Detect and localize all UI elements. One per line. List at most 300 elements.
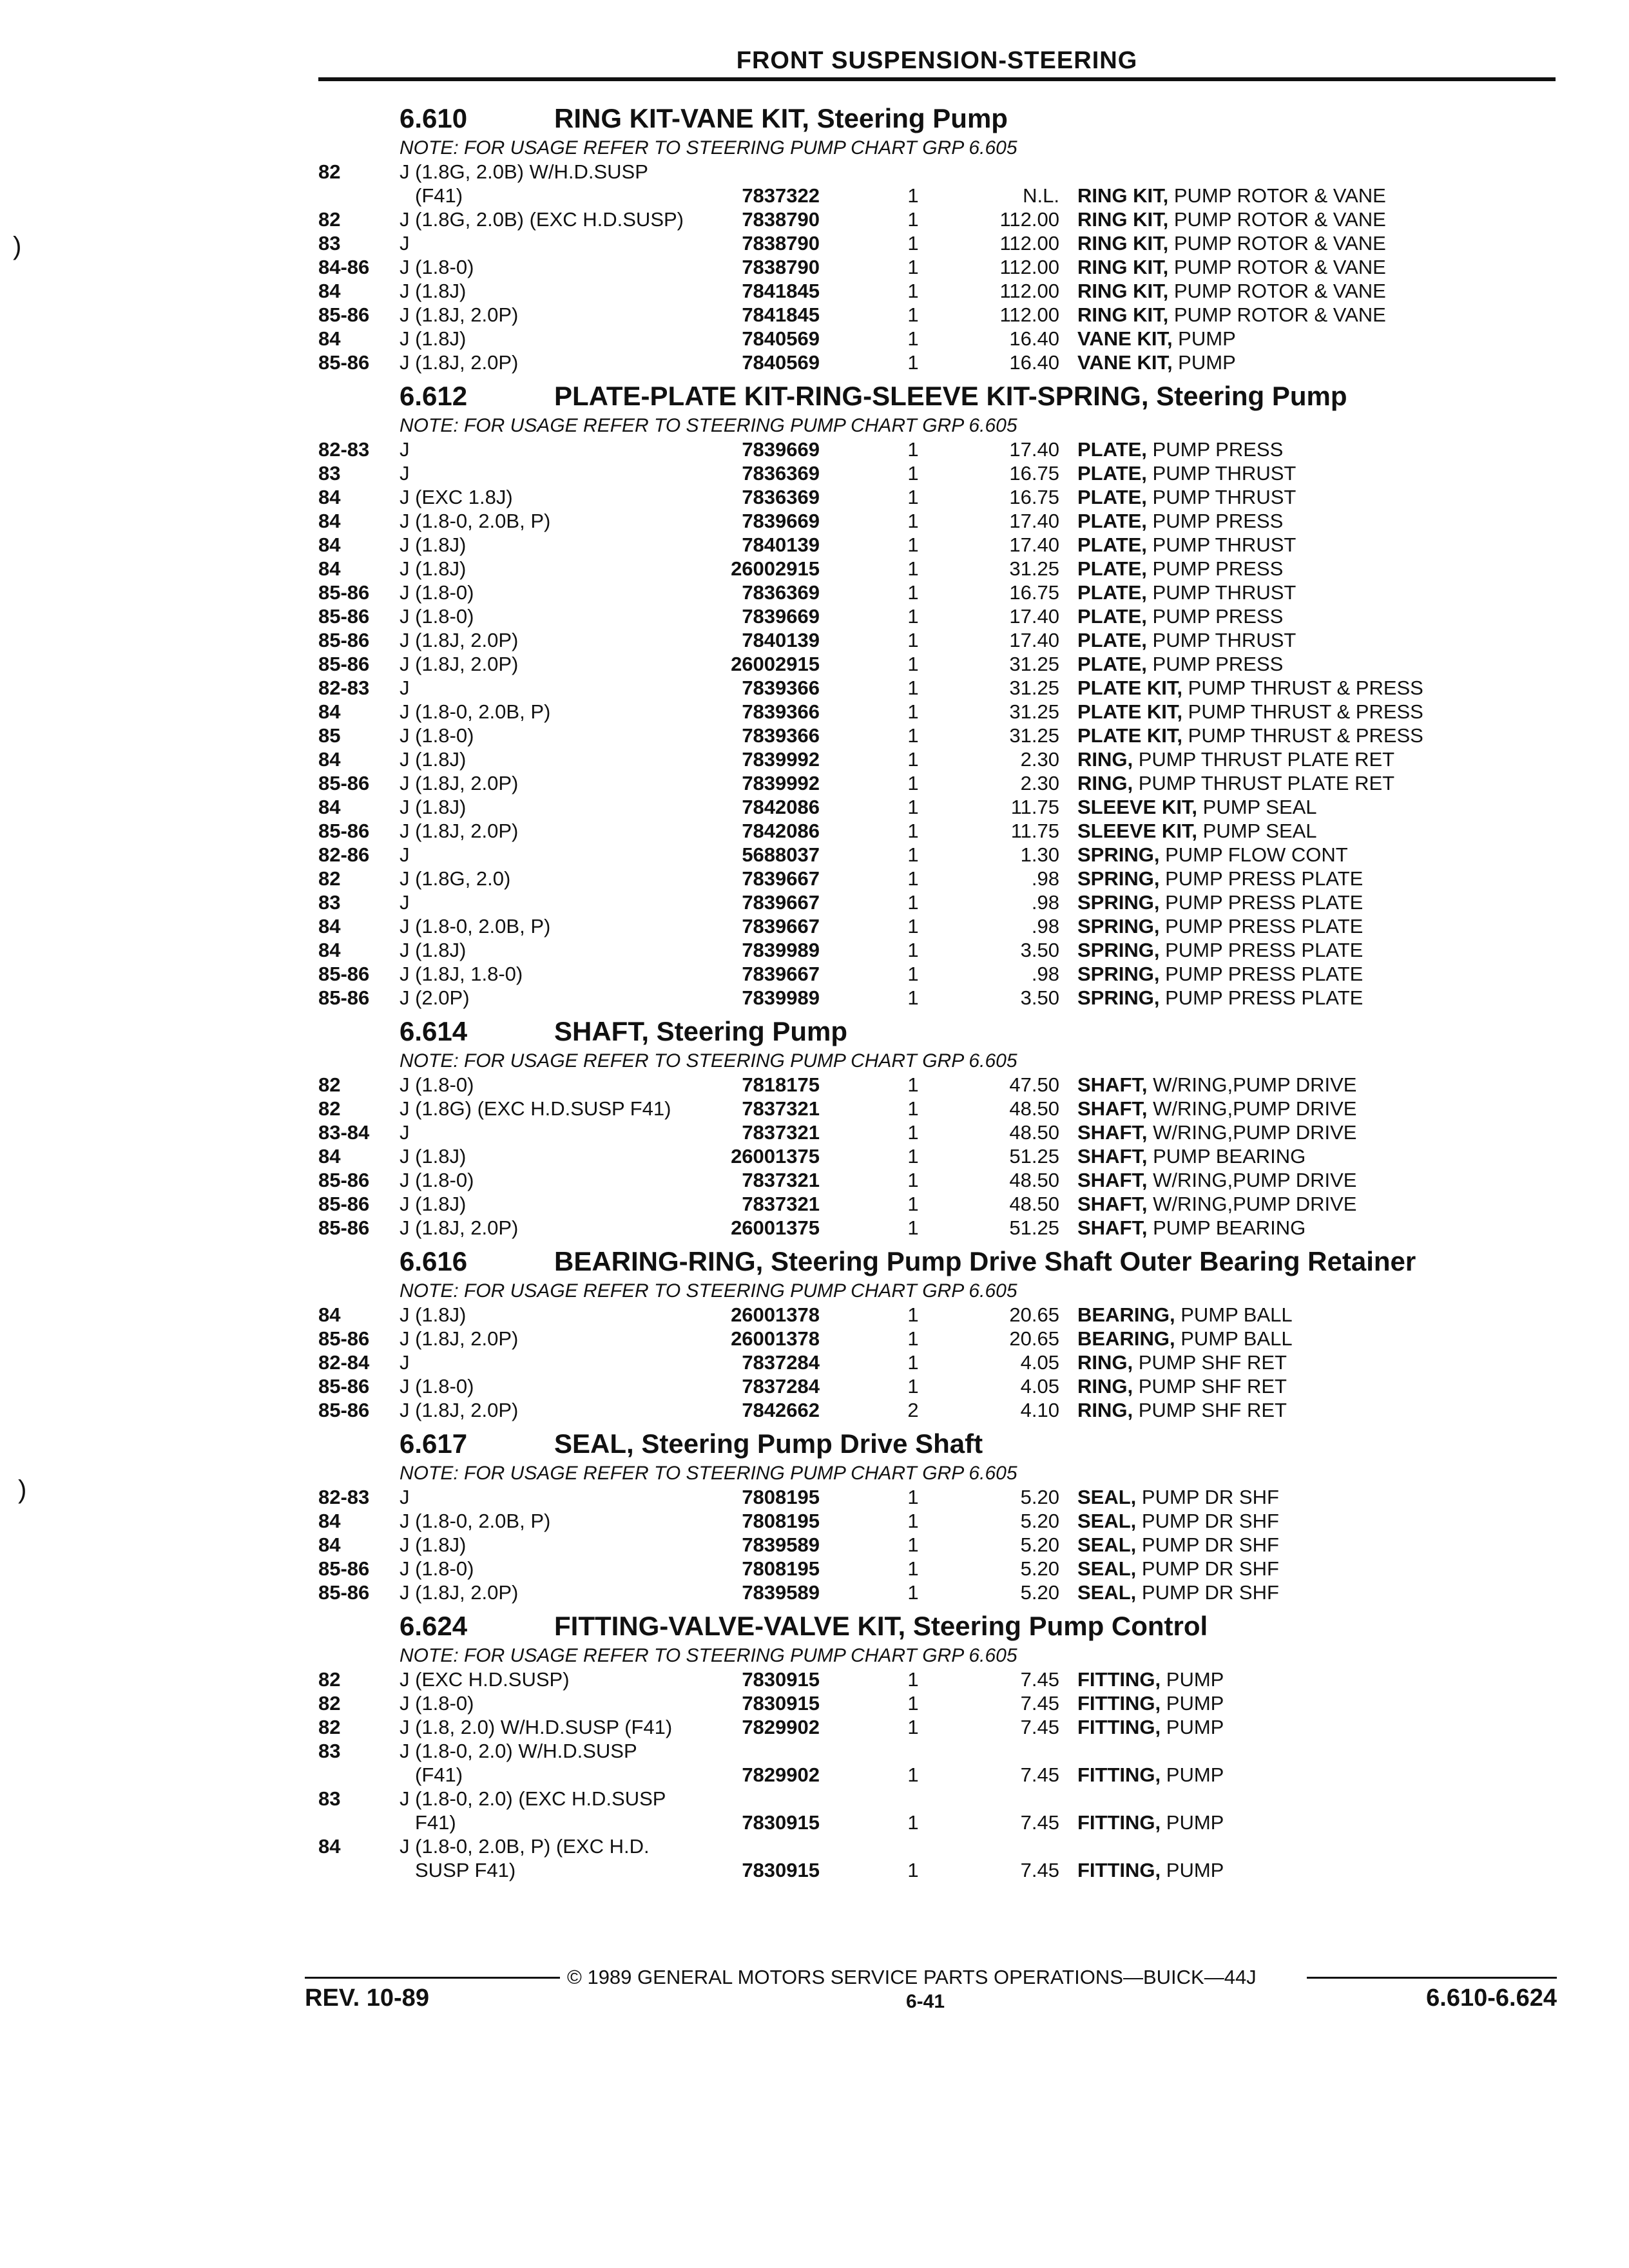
model-application xyxy=(400,1715,672,1739)
description-keyword: SHAFT, xyxy=(1077,1193,1148,1215)
quantity: 1 xyxy=(907,1169,919,1191)
model-application xyxy=(400,1667,570,1691)
part-row xyxy=(318,1533,1556,1557)
description-text: PUMP xyxy=(1161,1763,1224,1786)
model-year: 84 xyxy=(318,486,341,508)
part-description xyxy=(1077,437,1556,461)
description-keyword: RING KIT, xyxy=(1077,208,1169,231)
model-text: J (1.8-0) xyxy=(400,581,474,604)
model-application xyxy=(400,962,523,986)
part-row xyxy=(318,1097,1556,1120)
description-text: PUMP THRUST xyxy=(1146,629,1296,651)
price: 48.50 xyxy=(1009,1169,1059,1191)
part-number: 7829902 xyxy=(742,1716,820,1738)
model-text: J (1.8-0) xyxy=(400,1557,474,1580)
model-application xyxy=(400,1073,474,1097)
model-text: J (1.8G, 2.0) xyxy=(400,867,511,890)
price: 5.20 xyxy=(1020,1557,1059,1580)
part-description xyxy=(1077,1216,1556,1240)
part-number: 7840139 xyxy=(742,533,820,556)
model-application xyxy=(400,461,410,485)
price: 31.25 xyxy=(1009,653,1059,675)
model-application xyxy=(400,628,518,652)
model-text: J xyxy=(400,232,410,255)
quantity: 1 xyxy=(907,629,919,651)
description-keyword: SPRING, xyxy=(1077,915,1160,937)
model-text: J (1.8J) xyxy=(400,533,467,556)
part-number: 7839992 xyxy=(742,748,820,771)
part-number: 7839667 xyxy=(742,891,820,914)
model-application xyxy=(400,652,518,676)
description-text: W/RING,PUMP DRIVE xyxy=(1147,1193,1357,1215)
model-application xyxy=(400,351,518,374)
part-number: 7839589 xyxy=(742,1581,820,1604)
price: 1.30 xyxy=(1020,843,1059,866)
part-description xyxy=(1077,557,1556,581)
description-keyword: SHAFT, xyxy=(1077,1121,1148,1144)
description-text: PUMP BALL xyxy=(1175,1303,1293,1326)
model-year: 85-86 xyxy=(318,1169,370,1191)
part-description xyxy=(1077,184,1556,207)
description-text: PUMP BEARING xyxy=(1147,1216,1306,1239)
model-year: 85-86 xyxy=(318,581,370,604)
part-number: 7841845 xyxy=(742,303,820,326)
model-application xyxy=(400,867,510,890)
part-description xyxy=(1077,509,1556,533)
part-row xyxy=(318,1120,1556,1144)
model-text: J (1.8J, 1.8-0) xyxy=(400,963,523,985)
usage-note: NOTE: FOR USAGE REFER TO STEERING PUMP CHART GRP 6.605 xyxy=(400,1280,1017,1302)
quantity: 1 xyxy=(907,1145,919,1168)
description-keyword: PLATE, xyxy=(1077,581,1147,604)
price: 4.05 xyxy=(1020,1375,1059,1398)
description-text: PUMP THRUST xyxy=(1146,486,1296,508)
description-keyword: RING, xyxy=(1077,772,1133,794)
footer-page-number: 6-41 xyxy=(906,1991,945,2012)
model-text: J (1.8J, 2.0P) xyxy=(400,772,519,794)
model-year: 83 xyxy=(318,1740,341,1762)
quantity: 1 xyxy=(907,533,919,556)
price: 7.45 xyxy=(1020,1716,1059,1738)
part-number: 7830915 xyxy=(742,1859,820,1881)
model-application xyxy=(400,1739,637,1787)
description-keyword: SEAL, xyxy=(1077,1486,1137,1508)
description-keyword: BEARING, xyxy=(1077,1327,1175,1350)
model-year: 85-86 xyxy=(318,1557,370,1580)
section-heading xyxy=(318,101,1556,137)
model-year: 83-84 xyxy=(318,1121,370,1144)
description-keyword: SLEEVE KIT, xyxy=(1077,796,1198,818)
quantity: 1 xyxy=(907,605,919,628)
model-year: 84 xyxy=(318,280,341,302)
quantity: 1 xyxy=(907,1557,919,1580)
part-description xyxy=(1077,1303,1556,1327)
part-description xyxy=(1077,1509,1556,1533)
footer-rule-left xyxy=(305,1977,560,1979)
price: 16.75 xyxy=(1009,486,1059,508)
price: 48.50 xyxy=(1009,1121,1059,1144)
quantity: 1 xyxy=(907,1811,919,1834)
description-text: PUMP xyxy=(1161,1811,1224,1834)
model-text: J (1.8J, 2.0P) xyxy=(400,820,519,842)
usage-note: NOTE: FOR USAGE REFER TO STEERING PUMP CHART GRP 6.605 xyxy=(400,1463,1017,1484)
quantity: 1 xyxy=(907,351,919,374)
model-text: J (1.8J) xyxy=(400,1303,467,1326)
description-keyword: PLATE, xyxy=(1077,653,1147,675)
description-keyword: PLATE KIT, xyxy=(1077,700,1183,723)
description-text: PUMP xyxy=(1161,1716,1224,1738)
price: 112.00 xyxy=(999,303,1059,326)
section-heading xyxy=(318,1426,1556,1462)
part-description xyxy=(1077,795,1556,819)
quantity: 1 xyxy=(907,820,919,842)
quantity: 1 xyxy=(907,986,919,1009)
section-heading xyxy=(318,378,1556,414)
price: 7.45 xyxy=(1020,1668,1059,1691)
model-text: J (1.8G, 2.0B) W/H.D.SUSP xyxy=(400,160,648,183)
part-description xyxy=(1077,700,1556,724)
description-keyword: PLATE, xyxy=(1077,629,1147,651)
quantity: 1 xyxy=(907,700,919,723)
part-number: 7838790 xyxy=(742,232,820,255)
description-text: PUMP ROTOR & VANE xyxy=(1168,256,1386,278)
price: 51.25 xyxy=(1009,1145,1059,1168)
model-year: 82 xyxy=(318,1692,341,1715)
description-text: PUMP THRUST & PRESS xyxy=(1182,724,1423,747)
part-description xyxy=(1077,255,1556,279)
price: 7.45 xyxy=(1020,1859,1059,1881)
quantity: 1 xyxy=(907,208,919,231)
model-text: J (1.8J, 2.0P) xyxy=(400,1399,519,1421)
part-row xyxy=(318,207,1556,231)
part-number: 7839366 xyxy=(742,724,820,747)
model-year: 82 xyxy=(318,1097,341,1120)
part-number: 26001375 xyxy=(731,1216,820,1239)
description-keyword: PLATE KIT, xyxy=(1077,677,1183,699)
model-application xyxy=(400,437,410,461)
price: 2.30 xyxy=(1020,772,1059,794)
model-text: J xyxy=(400,438,410,461)
model-text: J (1.8-0) xyxy=(400,1073,474,1096)
model-application xyxy=(400,303,518,327)
description-keyword: RING KIT, xyxy=(1077,256,1169,278)
part-row xyxy=(318,1557,1556,1581)
part-description xyxy=(1077,1327,1556,1350)
quantity: 1 xyxy=(907,486,919,508)
quantity: 1 xyxy=(907,1327,919,1350)
part-row xyxy=(318,628,1556,652)
part-description xyxy=(1077,1350,1556,1374)
part-number: 7837284 xyxy=(742,1351,820,1374)
model-text: J (1.8-0) xyxy=(400,1692,474,1715)
part-number: 7837321 xyxy=(742,1193,820,1215)
part-row xyxy=(318,1192,1556,1216)
model-text-continued: (F41) xyxy=(415,1763,463,1786)
quantity: 1 xyxy=(907,677,919,699)
description-text: PUMP ROTOR & VANE xyxy=(1168,184,1386,207)
model-text: J (EXC H.D.SUSP) xyxy=(400,1668,570,1691)
description-text: PUMP SHF RET xyxy=(1133,1399,1287,1421)
part-number: 7840569 xyxy=(742,351,820,374)
model-year: 85-86 xyxy=(318,1375,370,1398)
model-year: 82-83 xyxy=(318,1486,370,1508)
section-title: SHAFT, Steering Pump xyxy=(554,1016,848,1046)
price: 20.65 xyxy=(1009,1303,1059,1326)
quantity: 1 xyxy=(907,891,919,914)
quantity: 1 xyxy=(907,939,919,961)
part-row xyxy=(318,485,1556,509)
description-text: PUMP THRUST xyxy=(1146,581,1296,604)
description-text: PUMP PRESS xyxy=(1146,653,1284,675)
description-text: PUMP THRUST xyxy=(1146,462,1296,485)
description-text: PUMP DR SHF xyxy=(1136,1581,1279,1604)
description-text: PUMP THRUST PLATE RET xyxy=(1133,748,1395,771)
description-text: PUMP ROTOR & VANE xyxy=(1168,280,1386,302)
description-keyword: SHAFT, xyxy=(1077,1216,1148,1239)
part-number: 26001378 xyxy=(731,1327,820,1350)
description-keyword: FITTING, xyxy=(1077,1668,1161,1691)
model-text: J (1.8-0, 2.0) W/H.D.SUSP xyxy=(400,1740,637,1762)
quantity: 1 xyxy=(907,438,919,461)
description-text: PUMP SHF RET xyxy=(1133,1375,1287,1398)
part-row xyxy=(318,1667,1556,1691)
part-number: 7837322 xyxy=(742,184,820,207)
catalog-section xyxy=(318,1014,1556,1240)
section-heading xyxy=(318,1244,1556,1280)
model-text-continued: SUSP F41) xyxy=(415,1859,516,1881)
model-text: J (1.8-0) xyxy=(400,605,474,628)
description-keyword: SEAL, xyxy=(1077,1581,1137,1604)
description-text: PUMP PRESS PLATE xyxy=(1159,963,1364,985)
part-row xyxy=(318,461,1556,485)
usage-note: NOTE: FOR USAGE REFER TO STEERING PUMP CHART GRP 6.605 xyxy=(400,1050,1017,1072)
footer-section-range: 6.610-6.624 xyxy=(1426,1984,1557,2012)
part-row xyxy=(318,700,1556,724)
usage-note: NOTE: FOR USAGE REFER TO STEERING PUMP CHART GRP 6.605 xyxy=(400,137,1017,159)
model-year: 84 xyxy=(318,915,341,937)
description-keyword: RING, xyxy=(1077,1351,1133,1374)
quantity: 1 xyxy=(907,772,919,794)
catalog-section xyxy=(318,101,1556,374)
part-number: 7830915 xyxy=(742,1811,820,1834)
part-row xyxy=(318,1581,1556,1604)
quantity: 1 xyxy=(907,915,919,937)
part-row xyxy=(318,1350,1556,1374)
model-application xyxy=(400,747,466,771)
quantity: 1 xyxy=(907,1692,919,1715)
price: 16.75 xyxy=(1009,462,1059,485)
model-year: 82-84 xyxy=(318,1351,370,1374)
part-row xyxy=(318,795,1556,819)
model-application xyxy=(400,581,474,604)
model-year: 84 xyxy=(318,939,341,961)
model-application xyxy=(400,160,648,207)
price: 4.05 xyxy=(1020,1351,1059,1374)
part-description xyxy=(1077,1144,1556,1168)
section-title: RING KIT-VANE KIT, Steering Pump xyxy=(554,103,1008,133)
part-description xyxy=(1077,461,1556,485)
model-text: J (1.8J, 2.0P) xyxy=(400,653,519,675)
model-year: 83 xyxy=(318,462,341,485)
quantity: 1 xyxy=(907,557,919,580)
part-number: 7836369 xyxy=(742,462,820,485)
usage-note: NOTE: FOR USAGE REFER TO STEERING PUMP CHART GRP 6.605 xyxy=(400,1645,1017,1666)
part-row xyxy=(318,962,1556,986)
model-text: J (1.8-0, 2.0) (EXC H.D.SUSP xyxy=(400,1787,666,1810)
part-row xyxy=(318,652,1556,676)
section-heading xyxy=(318,1608,1556,1644)
model-application xyxy=(400,1374,474,1398)
quantity: 1 xyxy=(907,867,919,890)
part-number: 7839992 xyxy=(742,772,820,794)
model-year: 83 xyxy=(318,891,341,914)
part-row xyxy=(318,437,1556,461)
model-application xyxy=(400,771,518,795)
part-row xyxy=(318,255,1556,279)
model-text: J (1.8G) (EXC H.D.SUSP F41) xyxy=(400,1097,671,1120)
model-text: J (1.8J) xyxy=(400,280,467,302)
part-row xyxy=(318,867,1556,890)
description-text: W/RING,PUMP DRIVE xyxy=(1147,1097,1357,1120)
part-row xyxy=(318,581,1556,604)
part-number: 7839589 xyxy=(742,1533,820,1556)
model-text: J xyxy=(400,1486,410,1508)
part-description xyxy=(1077,279,1556,303)
part-row xyxy=(318,533,1556,557)
part-row xyxy=(318,303,1556,327)
part-row xyxy=(318,1739,1556,1787)
part-number: 7839667 xyxy=(742,915,820,937)
part-number: 7829902 xyxy=(742,1763,820,1786)
part-row xyxy=(318,1303,1556,1327)
quantity: 1 xyxy=(907,327,919,350)
description-text: PUMP xyxy=(1161,1859,1224,1881)
price: 11.75 xyxy=(1010,820,1059,842)
model-year: 82-83 xyxy=(318,677,370,699)
quantity: 1 xyxy=(907,796,919,818)
part-number: 26002915 xyxy=(731,653,820,675)
part-description xyxy=(1077,581,1556,604)
part-description xyxy=(1077,1858,1556,1882)
model-year: 82 xyxy=(318,1073,341,1096)
catalog-section xyxy=(318,1608,1556,1882)
part-row xyxy=(318,1327,1556,1350)
price: 112.00 xyxy=(999,232,1059,255)
model-application xyxy=(400,1168,474,1192)
description-keyword: FITTING, xyxy=(1077,1859,1161,1881)
model-application xyxy=(400,509,550,533)
description-keyword: SHAFT, xyxy=(1077,1097,1148,1120)
quantity: 1 xyxy=(907,1216,919,1239)
description-keyword: VANE KIT, xyxy=(1077,327,1173,350)
section-title: PLATE-PLATE KIT-RING-SLEEVE KIT-SPRING, Steering Pump xyxy=(554,381,1347,411)
price: .98 xyxy=(1031,915,1059,937)
description-text: PUMP DR SHF xyxy=(1136,1486,1279,1508)
description-text: PUMP PRESS PLATE xyxy=(1159,891,1364,914)
quantity: 1 xyxy=(907,280,919,302)
part-description xyxy=(1077,867,1556,890)
description-text: PUMP PRESS xyxy=(1146,605,1284,628)
model-text: J (1.8-0) xyxy=(400,1375,474,1398)
section-number: 6.610 xyxy=(400,103,468,133)
price: 17.40 xyxy=(1009,533,1059,556)
parts-catalog xyxy=(318,97,1556,1882)
price: 112.00 xyxy=(999,256,1059,278)
part-row xyxy=(318,819,1556,843)
page-header xyxy=(318,45,1556,81)
price: 11.75 xyxy=(1010,796,1059,818)
part-description xyxy=(1077,533,1556,557)
price: .98 xyxy=(1031,867,1059,890)
description-keyword: RING, xyxy=(1077,1399,1133,1421)
model-year: 84 xyxy=(318,1303,341,1326)
description-text: PUMP FLOW CONT xyxy=(1159,843,1348,866)
part-row xyxy=(318,676,1556,700)
description-keyword: RING KIT, xyxy=(1077,184,1169,207)
part-number: 26001375 xyxy=(731,1145,820,1168)
model-text: J (1.8, 2.0) W/H.D.SUSP (F41) xyxy=(400,1716,673,1738)
description-keyword: SPRING, xyxy=(1077,843,1160,866)
description-keyword: VANE KIT, xyxy=(1077,351,1173,374)
part-row xyxy=(318,1073,1556,1097)
quantity: 1 xyxy=(907,1763,919,1786)
description-keyword: SPRING, xyxy=(1077,939,1160,961)
model-application xyxy=(400,700,550,724)
model-application xyxy=(400,557,466,581)
price: 3.50 xyxy=(1020,939,1059,961)
description-text: PUMP THRUST & PRESS xyxy=(1182,700,1423,723)
model-text: J (1.8-0) xyxy=(400,256,474,278)
part-description xyxy=(1077,604,1556,628)
price: 16.75 xyxy=(1009,581,1059,604)
section-number: 6.614 xyxy=(400,1016,468,1046)
part-description xyxy=(1077,676,1556,700)
description-keyword: RING KIT, xyxy=(1077,303,1169,326)
part-row xyxy=(318,1715,1556,1739)
part-number: 7839366 xyxy=(742,677,820,699)
model-application xyxy=(400,485,513,509)
part-row xyxy=(318,1398,1556,1422)
part-row xyxy=(318,890,1556,914)
model-year: 84 xyxy=(318,533,341,556)
quantity: 1 xyxy=(907,843,919,866)
part-description xyxy=(1077,1073,1556,1097)
description-keyword: SLEEVE KIT, xyxy=(1077,820,1198,842)
description-keyword: BEARING, xyxy=(1077,1303,1175,1326)
part-number: 7839669 xyxy=(742,510,820,532)
model-year: 85-86 xyxy=(318,1193,370,1215)
model-application xyxy=(400,604,474,628)
model-text: J (1.8J) xyxy=(400,557,467,580)
part-row xyxy=(318,1374,1556,1398)
description-keyword: PLATE, xyxy=(1077,438,1147,461)
part-description xyxy=(1077,1097,1556,1120)
model-year: 84 xyxy=(318,796,341,818)
model-text: J (1.8J) xyxy=(400,1145,467,1168)
description-keyword: SHAFT, xyxy=(1077,1145,1148,1168)
part-number: 7808195 xyxy=(742,1486,820,1508)
quantity: 1 xyxy=(907,184,919,207)
part-row xyxy=(318,1485,1556,1509)
model-text: J (1.8-0) xyxy=(400,724,474,747)
model-text-continued: (F41) xyxy=(415,184,463,207)
part-description xyxy=(1077,1715,1556,1739)
part-description xyxy=(1077,231,1556,255)
part-row xyxy=(318,724,1556,747)
description-text: PUMP BEARING xyxy=(1147,1145,1306,1168)
description-keyword: FITTING, xyxy=(1077,1716,1161,1738)
model-year: 85-86 xyxy=(318,820,370,842)
